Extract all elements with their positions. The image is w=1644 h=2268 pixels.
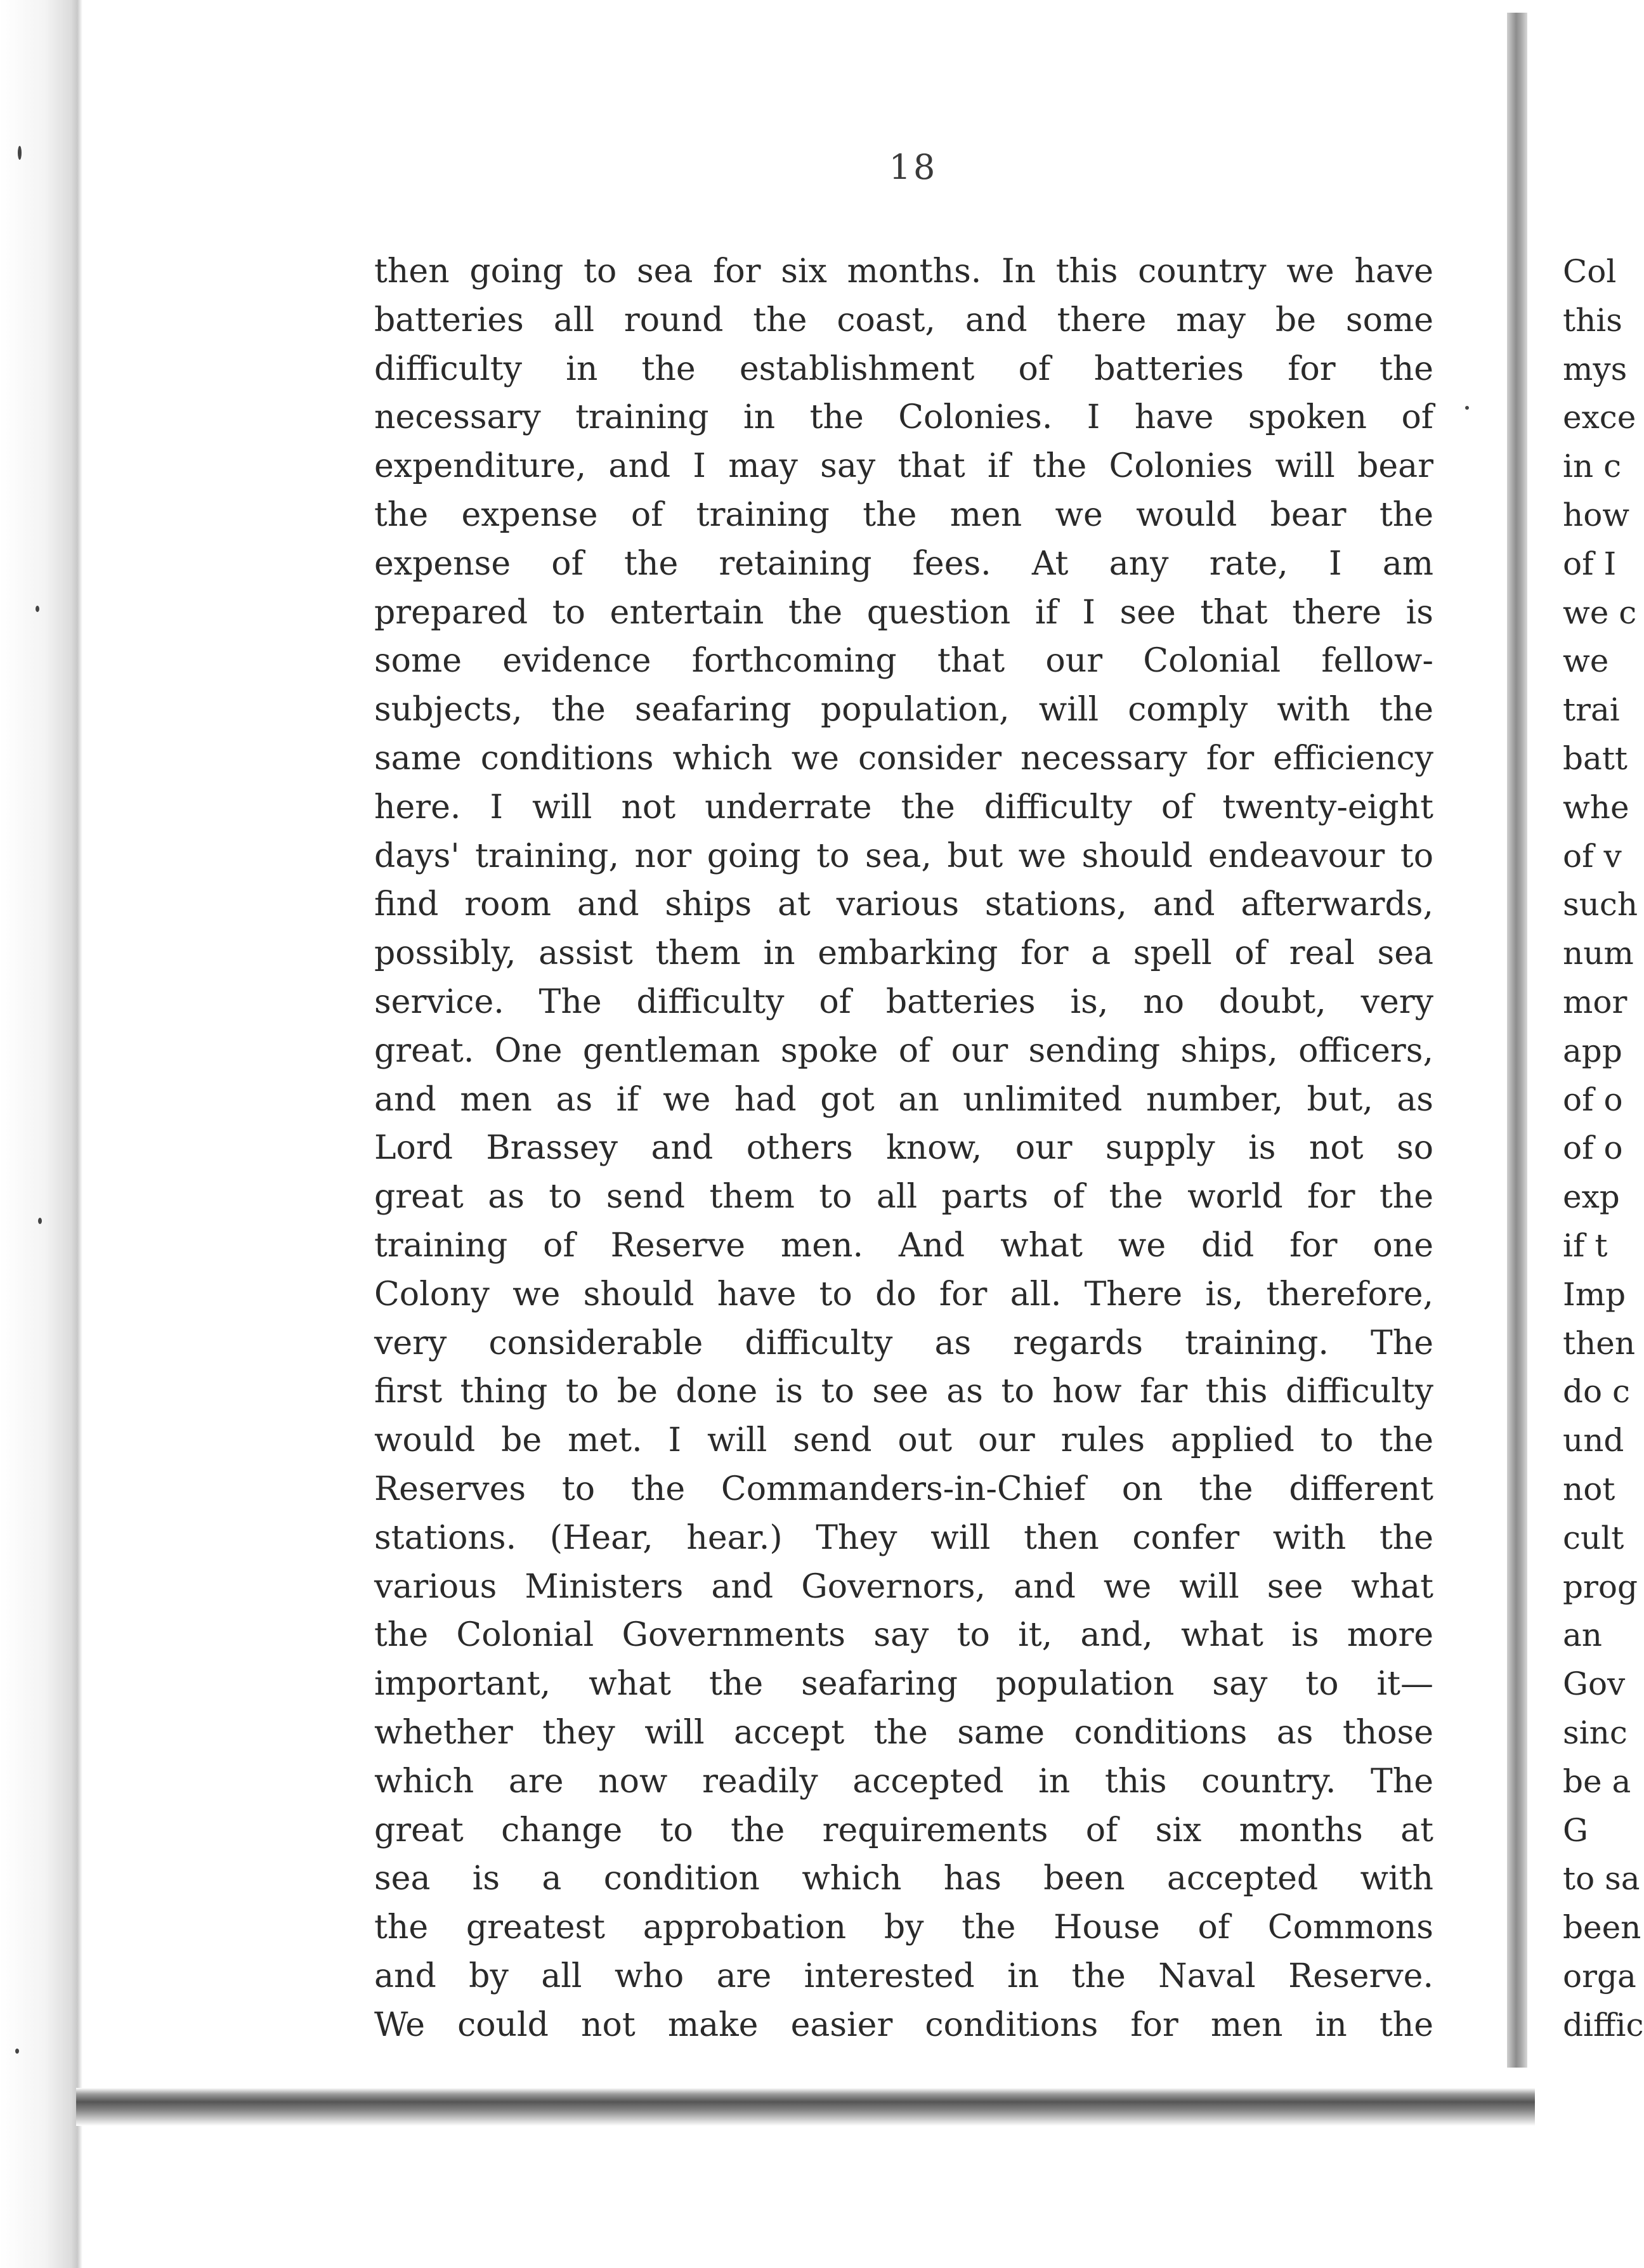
facing-page-line: do c [1563, 1373, 1631, 1411]
facing-page-line: not [1563, 1470, 1615, 1508]
page-bottom-edge [76, 2088, 1535, 2126]
text-line: stations. (Hear, hear.) They will then confer with the [374, 1518, 1433, 1557]
facing-page-line: such [1563, 886, 1638, 923]
text-line: very considerable difficulty as regards training. The [374, 1324, 1433, 1362]
text-line: important, what the seafaring population say to it— [374, 1665, 1433, 1704]
facing-page-line: batt [1563, 740, 1628, 777]
text-line: and by all who are interested in the Naval Reserve. [374, 1957, 1433, 1995]
facing-page-line: been [1563, 1909, 1641, 1946]
text-line: Reserves to the Commanders-in-Chief on the different [374, 1470, 1433, 1508]
text-line: batteries all round the coast, and there may be some [374, 301, 1433, 339]
scan-speck [1465, 406, 1469, 410]
text-line: and men as if we had got an unlimited number, but, as [374, 1080, 1433, 1119]
facing-page-line: then [1563, 1324, 1636, 1362]
facing-page-line: Gov [1563, 1665, 1626, 1703]
text-line: service. The difficulty of batteries is, no doubt, very [374, 982, 1433, 1021]
text-line: the greatest approbation by the House of Commons [374, 1908, 1433, 1947]
main-text-column [374, 247, 1433, 2049]
facing-page-line: exce [1563, 399, 1636, 436]
facing-page-line: prog [1563, 1568, 1638, 1605]
text-line: same conditions which we consider necessary for efficiency [374, 739, 1433, 778]
text-line: whether they will accept the same conditions as those [374, 1713, 1433, 1752]
facing-page-line: mys [1563, 350, 1628, 388]
facing-page-line: we [1563, 642, 1609, 680]
facing-page-line: how [1563, 496, 1630, 533]
facing-page-line: num [1563, 935, 1634, 972]
text-line: some evidence forthcoming that our Colonial fellow- [374, 642, 1433, 681]
text-line: Colony we should have to do for all. There is, therefore, [374, 1275, 1433, 1313]
facing-page-line: of o [1563, 1081, 1623, 1118]
facing-page-line: app [1563, 1032, 1622, 1069]
facing-page-line: trai [1563, 691, 1620, 729]
text-line: expense of the retaining fees. At any rate, I am [374, 544, 1433, 583]
text-line: training of Reserve men. And what we did for one [374, 1226, 1433, 1265]
facing-page-line: be a [1563, 1763, 1631, 1800]
text-line: days' training, nor going to sea, but we should endeavour to [374, 837, 1433, 875]
facing-page-line: diffic [1563, 2006, 1644, 2043]
facing-page-line: to sa [1563, 1860, 1640, 1898]
scan-speck [18, 146, 22, 160]
text-line: great change to the requirements of six months at [374, 1811, 1433, 1849]
facing-page-line: of I [1563, 545, 1617, 582]
text-line: would be met. I will send out our rules applied to the [374, 1421, 1433, 1460]
facing-page-line: exp [1563, 1178, 1620, 1216]
facing-page-line: cult [1563, 1519, 1624, 1556]
text-line: great. One gentleman spoke of our sending ships, officers, [374, 1031, 1433, 1070]
facing-page-line: of o [1563, 1130, 1623, 1167]
text-line: great as to send them to all parts of the world for the [374, 1178, 1433, 1216]
facing-page-line: in c [1563, 448, 1622, 485]
text-line: Lord Brassey and others know, our supply is not so [374, 1129, 1433, 1168]
facing-page-line: Col [1563, 253, 1617, 290]
facing-page-line: we c [1563, 594, 1637, 631]
scan-speck [15, 2049, 19, 2054]
facing-page-line: this [1563, 301, 1622, 339]
text-line: the Colonial Governments say to it, and, what is more [374, 1616, 1433, 1655]
text-line: We could not make easier conditions for men in the [374, 2005, 1433, 2044]
facing-page-line: G [1563, 1811, 1588, 1849]
text-line: sea is a condition which has been accepted with [374, 1860, 1433, 1898]
facing-page-line: of v [1563, 837, 1622, 875]
page-gutter [1507, 13, 1527, 2068]
facing-page-fragment [1563, 247, 1644, 2049]
facing-page-line: Imp [1563, 1275, 1626, 1313]
text-line: various Ministers and Governors, and we will see what [374, 1567, 1433, 1606]
facing-page-line: whe [1563, 788, 1629, 826]
scan-speck [36, 606, 39, 612]
text-line: find room and ships at various stations, and afterwards, [374, 885, 1433, 924]
facing-page-line: orga [1563, 1957, 1636, 1995]
text-line: necessary training in the Colonies. I have spoken of [374, 398, 1433, 437]
text-line: subjects, the seafaring population, will comply with the [374, 691, 1433, 729]
facing-page-line: if t [1563, 1227, 1608, 1264]
facing-page-line: sinc [1563, 1714, 1628, 1751]
page-number: 18 [889, 147, 938, 187]
text-line: which are now readily accepted in this country. The [374, 1762, 1433, 1801]
text-line: then going to sea for six months. In this country we have [374, 252, 1433, 290]
text-line: the expense of training the men we would bear the [374, 495, 1433, 534]
text-line: expenditure, and I may say that if the Colonies will bear [374, 447, 1433, 486]
text-line: difficulty in the establishment of batteries for the [374, 349, 1433, 388]
facing-page-line: mor [1563, 983, 1628, 1020]
facing-page-line: an [1563, 1617, 1603, 1654]
binding-shadow [0, 0, 82, 2268]
text-line: possibly, assist them in embarking for a spell of real sea [374, 934, 1433, 973]
text-line: first thing to be done is to see as to how far this difficulty [374, 1372, 1433, 1411]
text-line: prepared to entertain the question if I see that there is [374, 593, 1433, 632]
text-line: here. I will not underrate the difficulty of twenty-eight [374, 788, 1433, 826]
scan-speck [38, 1218, 42, 1224]
facing-page-line: und [1563, 1422, 1624, 1459]
